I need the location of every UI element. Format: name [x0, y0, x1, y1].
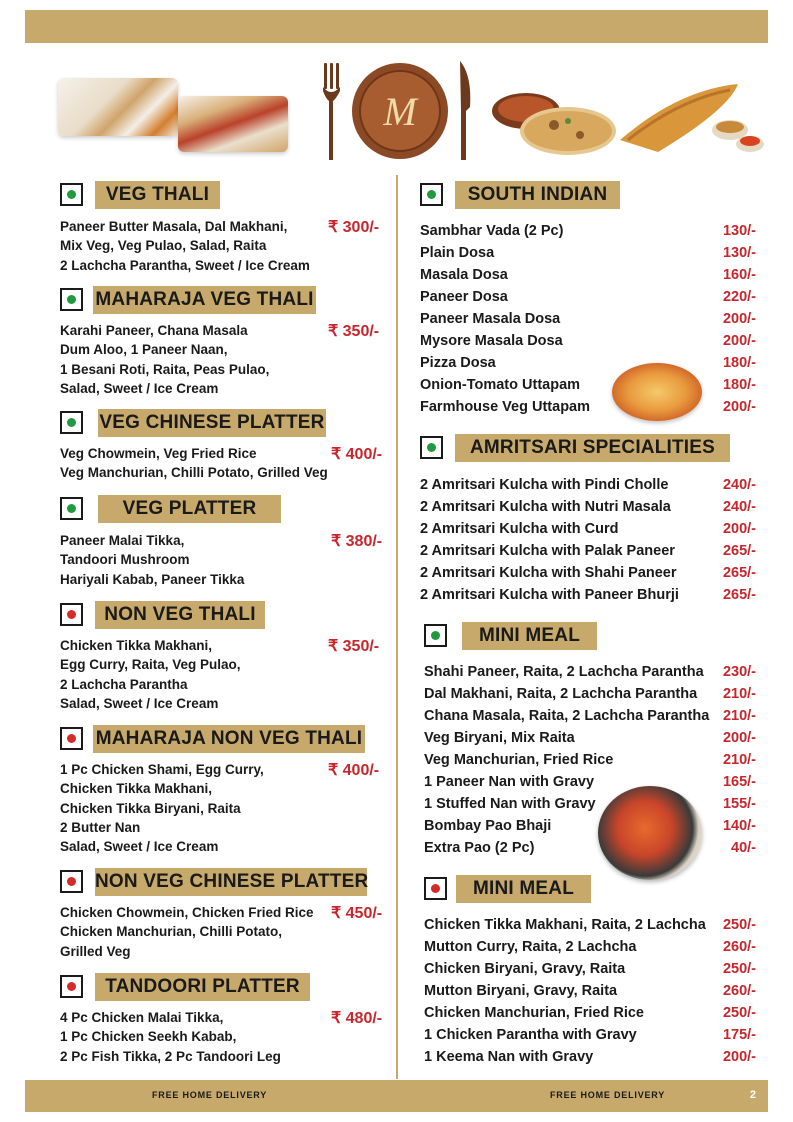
- description-line: 2 Lachcha Parantha: [60, 676, 188, 692]
- item-price: 155/-: [722, 796, 756, 812]
- item-price: 165/-: [722, 774, 756, 790]
- item-name: Farmhouse Veg Uttapam: [420, 399, 591, 415]
- menu-item: [424, 727, 756, 749]
- item-name: Mutton Curry, Raita, 2 Lachcha: [424, 939, 637, 955]
- fork-knife-plate-logo: [320, 55, 480, 165]
- menu-item: [420, 496, 756, 518]
- description-line: 4 Pc Chicken Malai Tikka,: [60, 1010, 224, 1025]
- description-line: Egg Curry, Raita, Veg Pulao,: [60, 657, 241, 673]
- item-price: 130/-: [722, 245, 756, 261]
- section-price: [331, 1008, 382, 1028]
- veg-icon: [420, 183, 443, 206]
- description-line: Chicken Tikka Makhani,: [60, 638, 213, 653]
- non-veg-icon: [60, 603, 83, 626]
- item-price: 250/-: [722, 917, 756, 933]
- rupee-icon: ₹: [331, 905, 342, 922]
- price-value: 350/-: [342, 638, 380, 655]
- description-line: 1 Pc Chicken Shami, Egg Curry,: [60, 762, 264, 777]
- item-name: Mutton Biryani, Gravy, Raita: [424, 983, 618, 999]
- section-title: VEG CHINESE PLATTER: [98, 409, 326, 437]
- section-title: NON VEG THALI: [95, 601, 265, 629]
- mini-meal-veg-item-list: [424, 661, 756, 859]
- pao-bhaji-photo: [598, 786, 702, 880]
- menu-item: [420, 220, 756, 242]
- thali-platter-photo: [178, 96, 288, 152]
- item-name: Chicken Tikka Makhani, Raita, 2 Lachcha: [424, 917, 706, 933]
- menu-item: [424, 837, 756, 859]
- item-name: Paneer Masala Dosa: [420, 311, 561, 327]
- menu-item: [424, 936, 756, 958]
- price-value: 350/-: [342, 323, 380, 340]
- rupee-icon: ₹: [328, 323, 339, 340]
- description-line: Paneer Malai Tikka,: [60, 533, 185, 548]
- price-value: 300/-: [342, 219, 380, 236]
- item-price: 130/-: [722, 223, 756, 239]
- item-name: 1 Stuffed Nan with Gravy: [424, 796, 596, 812]
- section-description: [60, 760, 264, 856]
- item-name: Extra Pao (2 Pc): [424, 840, 535, 856]
- menu-item: [420, 330, 756, 352]
- description-line: Grilled Veg: [60, 943, 131, 959]
- item-name: 1 Keema Nan with Gravy: [424, 1049, 594, 1065]
- non-veg-icon: [60, 727, 83, 750]
- menu-item: [420, 242, 756, 264]
- item-price: 200/-: [722, 399, 756, 415]
- item-name: 1 Paneer Nan with Gravy: [424, 774, 595, 790]
- description-line: 1 Pc Chicken Seekh Kabab,: [60, 1029, 237, 1045]
- item-price: 260/-: [722, 983, 756, 999]
- item-price: 250/-: [722, 961, 756, 977]
- section-description: [60, 217, 310, 275]
- item-name: 2 Amritsari Kulcha with Nutri Masala: [420, 499, 671, 515]
- item-name: Paneer Dosa: [420, 289, 508, 305]
- nan-curry-photo: [488, 85, 618, 157]
- item-price: 220/-: [722, 289, 756, 305]
- item-price: 210/-: [722, 752, 756, 768]
- section-description: [60, 636, 241, 713]
- item-name: Veg Manchurian, Fried Rice: [424, 752, 614, 768]
- item-name: Veg Biryani, Mix Raita: [424, 730, 575, 746]
- non-veg-icon: [60, 870, 83, 893]
- veg-icon: [420, 436, 443, 459]
- section-title: MAHARAJA NON VEG THALI: [93, 725, 365, 753]
- section-title: MINI MEAL: [462, 622, 597, 650]
- description-line: Tandoori Mushroom: [60, 552, 190, 568]
- pizza-dosa-photo: [612, 363, 702, 421]
- veg-icon: [60, 288, 83, 311]
- item-price: 175/-: [722, 1027, 756, 1043]
- non-veg-icon: [60, 975, 83, 998]
- section-description: [60, 903, 314, 961]
- section-description: [60, 531, 244, 589]
- item-price: 265/-: [722, 587, 756, 603]
- footer-delivery-left: FREE HOME DELIVERY: [152, 1090, 268, 1100]
- item-price: 200/-: [722, 1049, 756, 1065]
- rupee-icon: ₹: [328, 638, 339, 655]
- item-name: Bombay Pao Bhaji: [424, 818, 552, 834]
- item-price: 180/-: [722, 377, 756, 393]
- menu-item: [424, 771, 756, 793]
- veg-icon: [60, 497, 83, 520]
- section-title: NON VEG CHINESE PLATTER: [95, 868, 367, 896]
- menu-item: [420, 396, 756, 418]
- section-header-veg-chinese-platter: [60, 409, 330, 437]
- description-line: Mix Veg, Veg Pulao, Salad, Raita: [60, 238, 267, 254]
- price-value: 380/-: [345, 533, 383, 550]
- section-title: MINI MEAL: [456, 875, 591, 903]
- section-header-amritsari-specialities: [420, 434, 735, 462]
- item-name: Shahi Paneer, Raita, 2 Lachcha Parantha: [424, 664, 704, 680]
- menu-item: [420, 518, 756, 540]
- menu-item: [424, 958, 756, 980]
- veg-thali-photo: [58, 78, 178, 136]
- item-price: 140/-: [722, 818, 756, 834]
- footer-banner: [25, 1080, 768, 1112]
- item-name: 2 Amritsari Kulcha with Pindi Cholle: [420, 477, 669, 493]
- menu-item: [424, 683, 756, 705]
- menu-item: [420, 286, 756, 308]
- item-name: 2 Amritsari Kulcha with Shahi Paneer: [420, 565, 677, 581]
- item-name: Mysore Masala Dosa: [420, 333, 563, 349]
- section-price: [328, 217, 379, 237]
- section-header-maharaja-veg-thali: [60, 286, 320, 314]
- description-line: Chicken Tikka Makhani,: [60, 781, 213, 797]
- item-name: 2 Amritsari Kulcha with Paneer Bhurji: [420, 587, 679, 603]
- column-divider: [396, 175, 398, 1079]
- item-price: 265/-: [722, 543, 756, 559]
- item-name: Chicken Biryani, Gravy, Raita: [424, 961, 626, 977]
- item-name: Dal Makhani, Raita, 2 Lachcha Parantha: [424, 686, 698, 702]
- menu-item: [420, 264, 756, 286]
- item-name: Chana Masala, Raita, 2 Lachcha Parantha: [424, 708, 710, 724]
- veg-icon: [424, 624, 447, 647]
- item-price: 200/-: [722, 311, 756, 327]
- item-price: 180/-: [722, 355, 756, 371]
- menu-item: [424, 1046, 756, 1068]
- item-price: 200/-: [722, 521, 756, 537]
- description-line: 2 Lachcha Parantha, Sweet / Ice Cream: [60, 257, 310, 273]
- item-price: 240/-: [722, 499, 756, 515]
- price-value: 450/-: [345, 905, 383, 922]
- item-name: 2 Amritsari Kulcha with Palak Paneer: [420, 543, 675, 559]
- price-value: 480/-: [345, 1010, 383, 1027]
- item-name: Sambhar Vada (2 Pc): [420, 223, 564, 239]
- item-price: 200/-: [722, 730, 756, 746]
- description-line: 1 Besani Roti, Raita, Peas Pulao,: [60, 361, 270, 377]
- item-price: 265/-: [722, 565, 756, 581]
- description-line: Paneer Butter Masala, Dal Makhani,: [60, 219, 288, 234]
- rupee-icon: ₹: [328, 219, 339, 236]
- item-name: Pizza Dosa: [420, 355, 496, 371]
- description-line: Veg Chowmein, Veg Fried Rice: [60, 446, 257, 461]
- section-price: [328, 321, 379, 341]
- section-price: [328, 636, 379, 656]
- description-line: 2 Pc Fish Tikka, 2 Pc Tandoori Leg: [60, 1048, 281, 1064]
- description-line: Chicken Tikka Biryani, Raita: [60, 800, 241, 816]
- item-name: 1 Chicken Parantha with Gravy: [424, 1027, 637, 1043]
- menu-item: [420, 374, 756, 396]
- veg-icon: [60, 183, 83, 206]
- rupee-icon: ₹: [331, 533, 342, 550]
- description-line: Salad, Sweet / Ice Cream: [60, 380, 219, 396]
- item-name: Chicken Manchurian, Fried Rice: [424, 1005, 644, 1021]
- description-line: Veg Manchurian, Chilli Potato, Grilled Veg: [60, 465, 328, 481]
- menu-item: [424, 815, 756, 837]
- section-header-non-veg-thali: [60, 601, 270, 629]
- item-price: 260/-: [722, 939, 756, 955]
- description-line: Salad, Sweet / Ice Cream: [60, 839, 219, 855]
- section-header-mini-meal-veg: [424, 622, 599, 650]
- rupee-icon: ₹: [328, 762, 339, 779]
- section-title: VEG PLATTER: [98, 495, 281, 523]
- section-header-non-veg-chinese-platter: [60, 868, 370, 896]
- item-name: Plain Dosa: [420, 245, 495, 261]
- section-header-veg-thali: [60, 181, 240, 209]
- section-header-mini-meal-non-veg: [424, 875, 594, 903]
- description-line: Salad, Sweet / Ice Cream: [60, 695, 219, 711]
- item-name: Onion-Tomato Uttapam: [420, 377, 581, 393]
- amritsari-item-list: [420, 474, 756, 606]
- item-price: 250/-: [722, 1005, 756, 1021]
- section-price: [331, 444, 382, 464]
- menu-item: [424, 914, 756, 936]
- menu-item: [424, 793, 756, 815]
- menu-item: [424, 661, 756, 683]
- item-price: 40/-: [731, 840, 756, 856]
- section-price: [331, 531, 382, 551]
- rupee-icon: ₹: [331, 1010, 342, 1027]
- section-description: [60, 1008, 281, 1066]
- menu-item: [424, 1002, 756, 1024]
- menu-item: [420, 308, 756, 330]
- south-indian-item-list: [420, 220, 756, 418]
- description-line: 2 Butter Nan: [60, 819, 141, 835]
- veg-icon: [60, 411, 83, 434]
- dosa-photo: [618, 80, 768, 160]
- section-title: AMRITSARI SPECIALITIES: [455, 434, 730, 462]
- item-name: 2 Amritsari Kulcha with Curd: [420, 521, 619, 537]
- item-price: 240/-: [722, 477, 756, 493]
- item-price: 210/-: [722, 686, 756, 702]
- section-price: [331, 903, 382, 923]
- menu-item: [420, 474, 756, 496]
- section-title: MAHARAJA VEG THALI: [93, 286, 316, 314]
- section-header-south-indian: [420, 181, 625, 209]
- footer-delivery-right: FREE HOME DELIVERY: [550, 1090, 666, 1100]
- menu-item: [420, 562, 756, 584]
- price-value: 400/-: [342, 762, 380, 779]
- item-price: 230/-: [722, 664, 756, 680]
- menu-item: [424, 749, 756, 771]
- price-value: 400/-: [345, 446, 383, 463]
- section-title: VEG THALI: [95, 181, 220, 209]
- item-price: 210/-: [722, 708, 756, 724]
- description-line: Dum Aloo, 1 Paneer Naan,: [60, 342, 228, 358]
- menu-item: [424, 980, 756, 1002]
- menu-item: [420, 584, 756, 606]
- top-banner: [25, 10, 768, 43]
- description-line: Hariyali Kabab, Paneer Tikka: [60, 571, 245, 587]
- menu-item: [420, 540, 756, 562]
- section-description: [60, 321, 269, 398]
- non-veg-icon: [424, 877, 447, 900]
- item-price: 200/-: [722, 333, 756, 349]
- menu-item: [424, 1024, 756, 1046]
- section-price: [328, 760, 379, 780]
- section-title: TANDOORI PLATTER: [95, 973, 310, 1001]
- section-description: [60, 444, 328, 483]
- section-header-maharaja-non-veg-thali: [60, 725, 370, 753]
- description-line: Chicken Chowmein, Chicken Fried Rice: [60, 905, 314, 920]
- plate-logo-letter: M: [383, 89, 417, 134]
- section-header-tandoori-platter: [60, 973, 315, 1001]
- item-price: 160/-: [722, 267, 756, 283]
- section-title: SOUTH INDIAN: [455, 181, 620, 209]
- rupee-icon: ₹: [331, 446, 342, 463]
- description-line: Chicken Manchurian, Chilli Potato,: [60, 924, 283, 940]
- menu-item: [420, 352, 756, 374]
- item-name: Masala Dosa: [420, 267, 508, 283]
- mini-meal-non-veg-item-list: [424, 914, 756, 1068]
- description-line: Karahi Paneer, Chana Masala: [60, 323, 248, 338]
- section-header-veg-platter: [60, 495, 285, 523]
- menu-item: [424, 705, 756, 727]
- page-number: 2: [749, 1089, 756, 1101]
